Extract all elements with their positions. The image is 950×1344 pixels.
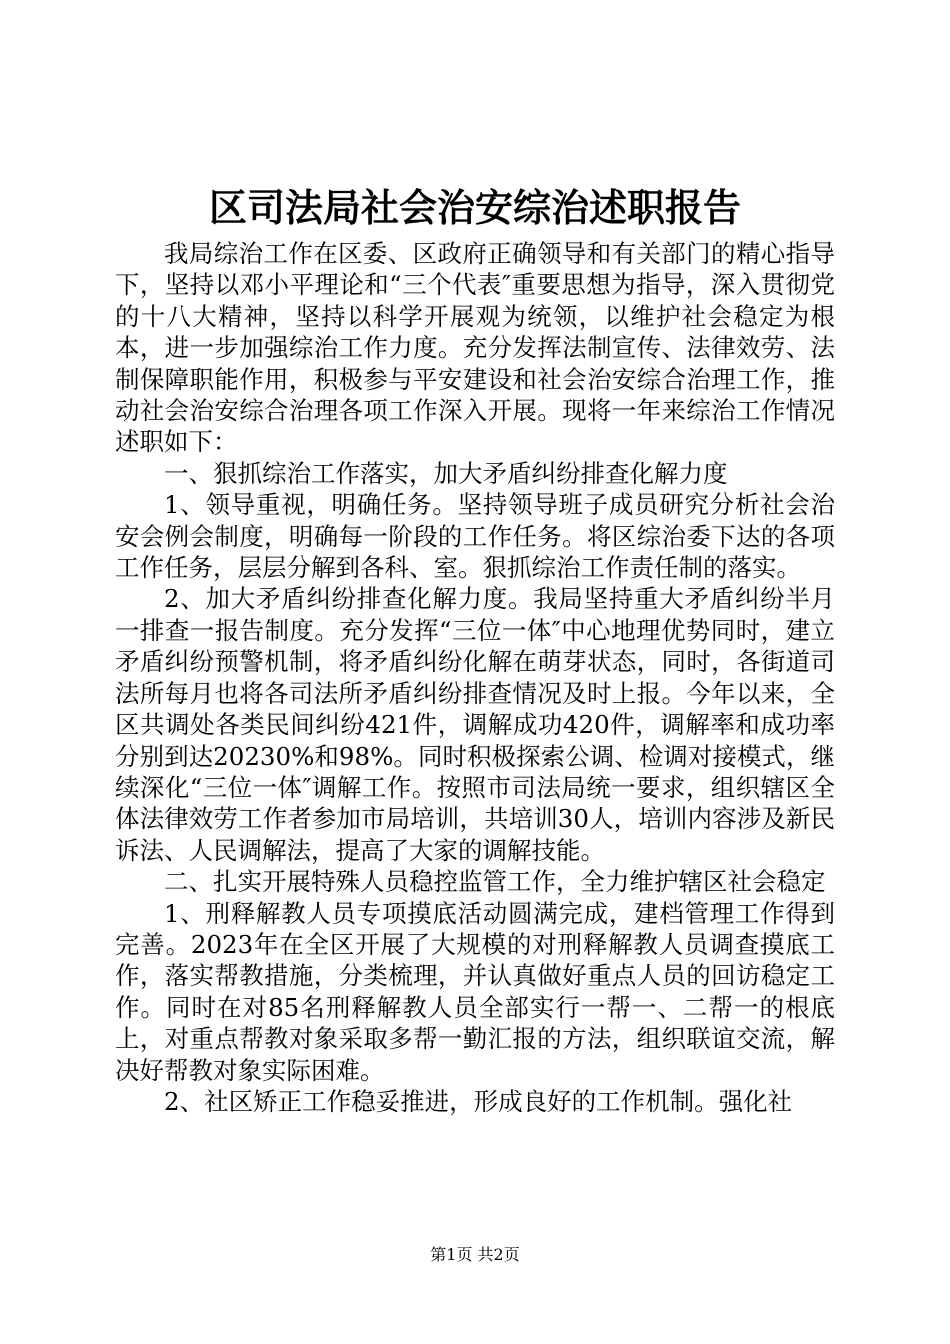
document-body bbox=[115, 238, 835, 1117]
paragraph-2-2: 2、社区矫正工作稳妥推进，形成良好的工作机制。强化社 bbox=[164, 1086, 793, 1116]
paragraph-1-1: 1、领导重视，明确任务。坚持领导班子成员研究分析社会治安会例会制度，明确每一阶段的工作任务。将区综治委下达的各项工作任务，层层分解到各科、室。狠抓综治工作责任制的落实。 bbox=[115, 490, 835, 583]
document-title: 区司法局社会治安综治述职报告 bbox=[208, 185, 741, 230]
paragraph-2-1: 1、刑释解教人员专项摸底活动圆满完成，建档管理工作得到完善。2023年在全区开展了大规模的对刑释解教人员调查摸底工作，落实帮教措施，分类梳理，并认真做好重点人员的回访稳定工作。同时在对85名刑释解教人员全部实行一帮一、二帮一的根底上，对重点帮教对象采取多帮一勤汇报的方法，组织联谊交流，解决好帮教对象实际困难。 bbox=[115, 898, 835, 1085]
heading-section-1: 一、狠抓综治工作落实，加大矛盾纠纷排查化解力度 bbox=[164, 458, 728, 488]
page-footer: 第1页 共2页 bbox=[430, 1245, 520, 1264]
paragraph-intro: 我局综治工作在区委、区政府正确领导和有关部门的精心指导下，坚持以邓小平理论和“三个代表″重要思想为指导，深入贯彻党的十八大精神，坚持以科学开展观为统领，以维护社会稳定为根本，进一步加强综治工作力度。充分发挥法制宣传、法律效劳、法制保障职能作用，积极参与平安建设和社会治安综合治理工作，推动社会治安综合治理各项工作深入开展。现将一年来综治工作情况述职如下： bbox=[115, 239, 835, 457]
heading-section-2: 二、扎实开展特殊人员稳控监管工作，全力维护辖区社会稳定 bbox=[164, 867, 826, 897]
paragraph-1-2: 2、加大矛盾纠纷排查化解力度。我局坚持重大矛盾纠纷半月一排查一报告制度。充分发挥“三位一体″中心地理优势同时，建立矛盾纠纷预警机制，将矛盾纠纷化解在萌芽状态，同时，各街道司法所每月也将各司法所矛盾纠纷排查情况及时上报。今年以来，全区共调处各类民间纠纷421件，调解成功420件，调解率和成功率分别到达20230%和98%。同时积极探索公调、检调对接模式，继续深化“三位一体″调解工作。按照市司法局统一要求，组织辖区全体法律效劳工作者参加市局培训，共培训30人，培训内容涉及新民诉法、人民调解法，提高了大家的调解技能。 bbox=[115, 584, 835, 865]
